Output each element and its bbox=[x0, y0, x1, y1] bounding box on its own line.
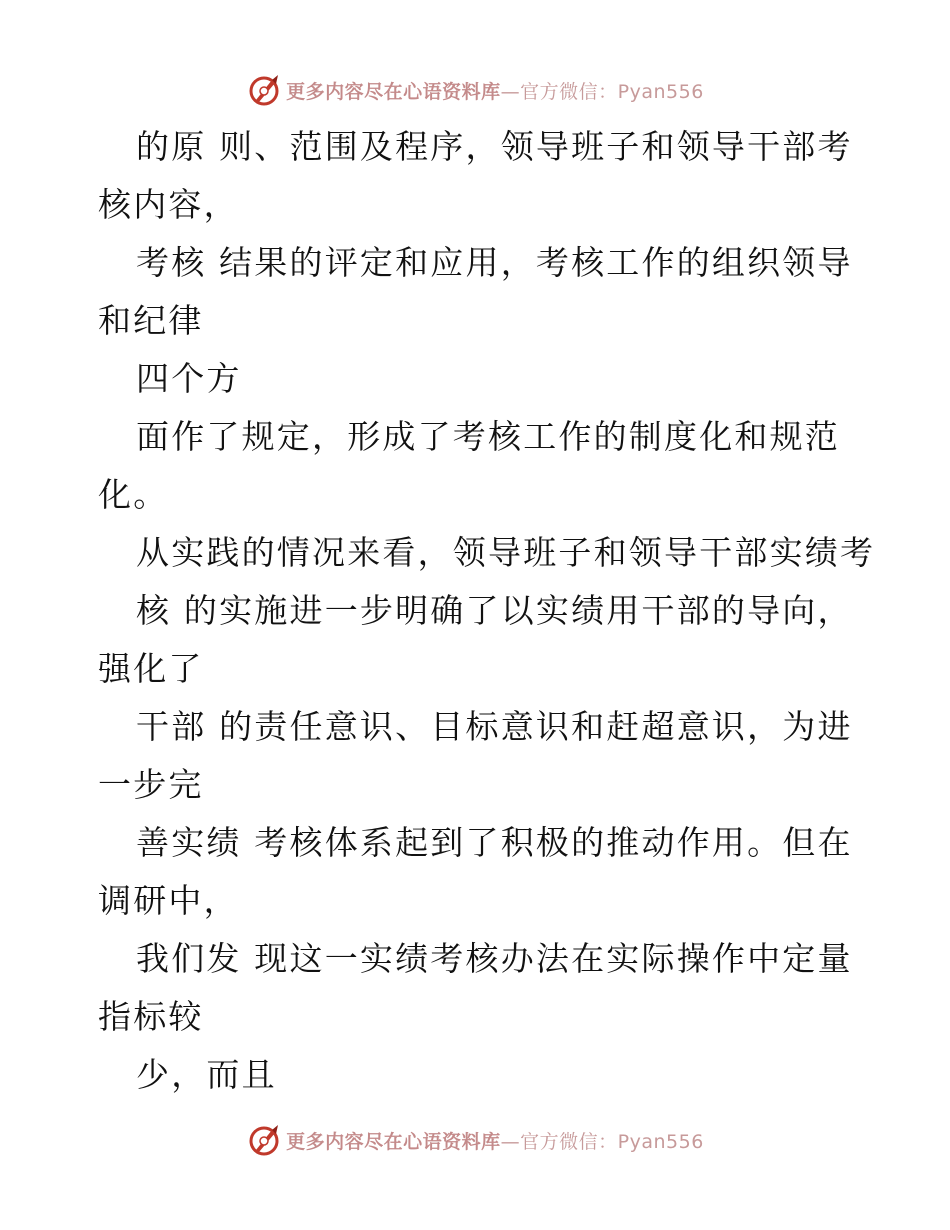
quill-circle-logo-icon bbox=[246, 1122, 282, 1158]
header-dash: — bbox=[500, 80, 521, 103]
footer-brand-text: 更多内容尽在心语资料库 bbox=[286, 1130, 501, 1153]
document-body bbox=[98, 118, 888, 1104]
paragraph-line: 一步完 bbox=[98, 765, 204, 804]
paragraph-line: 调研中， bbox=[98, 881, 239, 920]
footer-wechat-text: 官方微信：Pyan556 bbox=[520, 1130, 704, 1153]
footer-banner-text bbox=[286, 1127, 704, 1154]
header-brand-text: 更多内容尽在心语资料库 bbox=[286, 80, 501, 103]
paragraph-line: 从实践的情况来看，领导班子和领导干部实绩考 bbox=[136, 533, 876, 572]
paragraph-line: 的原 则、范围及程序，领导班子和领导干部考 bbox=[136, 127, 853, 166]
paragraph-line: 我们发 现这一实绩考核办法在实际操作中定量 bbox=[136, 939, 853, 978]
paragraph-line: 面作了规定，形成了考核工作的制度化和规范 bbox=[136, 417, 840, 456]
quill-circle-logo-icon bbox=[246, 72, 282, 108]
header-banner bbox=[0, 70, 950, 110]
paragraph-line: 核 的实施进一步明确了以实绩用干部的导向， bbox=[136, 591, 853, 630]
paragraph-line: 考核 结果的评定和应用，考核工作的组织领导 bbox=[136, 243, 853, 282]
header-banner-text bbox=[286, 77, 704, 104]
paragraph-line: 和纪律 bbox=[98, 301, 204, 340]
footer-banner bbox=[0, 1120, 950, 1160]
header-wechat-text: 官方微信：Pyan556 bbox=[520, 80, 704, 103]
paragraph-line: 核内容， bbox=[98, 185, 239, 224]
paragraph-line: 强化了 bbox=[98, 649, 204, 688]
paragraph-line: 化。 bbox=[98, 475, 169, 514]
paragraph-line: 四个方 bbox=[136, 359, 242, 398]
paragraph-line: 干部 的责任意识、目标意识和赶超意识，为进 bbox=[136, 707, 853, 746]
footer-dash: — bbox=[500, 1130, 521, 1153]
paragraph-line: 指标较 bbox=[98, 997, 204, 1036]
paragraph-line: 善实绩 考核体系起到了积极的推动作用。但在 bbox=[136, 823, 853, 862]
paragraph-line: 少，而且 bbox=[136, 1055, 277, 1094]
